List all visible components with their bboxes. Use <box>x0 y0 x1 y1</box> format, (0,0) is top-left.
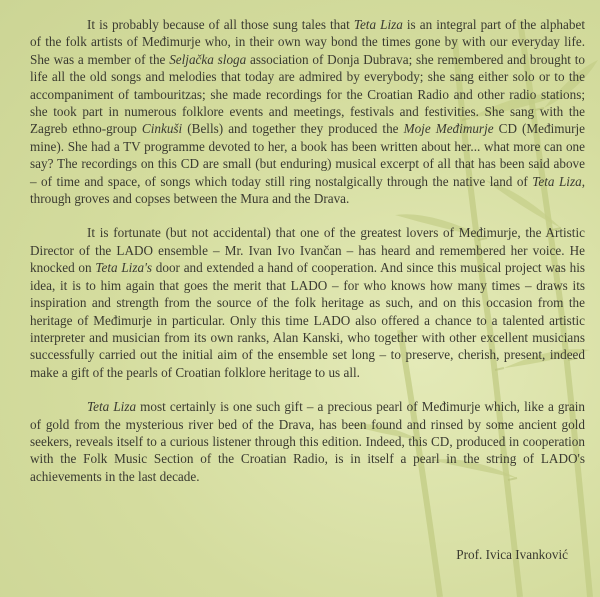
text-run: is an integral part of the alphabet of the folk artists of Međimurje who, in their own way bond the times gone by with our everyday life. She was a member of the <box>30 17 585 67</box>
text-run: association of Donja Dubrava; she remembered and brought to life all the old songs and melodies that today are admired by everybody; she sang either solo or to the accompaniment of tambouritzas; she made recordings for the Croatian Radio and other radio stations; she took part in numerous folklore events and meetings, festivals and festivities. She sang with the Zagreb ethno-group <box>30 51 586 137</box>
text-run: CD (Međimurje mine). She had a TV programme devoted to her, a book has been written about her... what more can one say? The recordings on this CD are small (but enduring) musical excerpt of all that has been said above – of time and space, of songs which today still ring nostalgically through the native land of <box>30 121 585 189</box>
italic-title: Teta Liza <box>87 399 137 415</box>
text-run: , through groves and copses between the Mura and the Drava. <box>30 173 585 207</box>
text-run: (Bells) and together they produced the <box>182 121 404 137</box>
author-signature: Prof. Ivica Ivanković <box>456 547 568 562</box>
text-run: It is probably because of all those sung tales that <box>87 17 354 32</box>
text-run: door and extended a hand of cooperation. And since this musical project was his idea, it is to him again that goes the merit that LADO – for who knows how many times – draws its inspiration and strength from the source of the folk heritage as such, and on this occasion from the heritage of Međimurje in particular. Only this time LADO also offered a chance to a talented artistic interpreter and musician from its own ranks, Alan Kanski, who together with other excellent musicians successfully carried out the initial aim of the ensemble set long – to preserve, cherish, present, indeed make a gift of the pearls of Croatian folklore heritage to us all. <box>30 260 585 380</box>
italic-title: Seljačka sloga <box>169 51 247 67</box>
italic-title: Cinkuši <box>141 121 183 137</box>
paragraph-2 <box>30 224 585 381</box>
text-run: It is fortunate (but not accidental) that one of the greatest lovers of Međimurje, the Artistic Director of the LADO ensemble – Mr. Ivan Ivo Ivančan – has heard and remembered her voice. He knocked on <box>30 225 585 276</box>
text-run: most certainly is one such gift – a precious pearl of Međimurje which, like a grain of gold from the mysterious river bed of the Drava, has been found and rinsed by some ancient gold seekers, reveals itself to a curious listener through this edition. Indeed, this CD, produced in cooperation with the Folk Music Section of the Croatian Radio, is in itself a pearl in the string of LADO's achievements in the last decade. <box>30 399 585 484</box>
italic-title: Teta Liza's <box>95 260 153 276</box>
italic-title: Teta Liza <box>353 17 403 32</box>
italic-title: Teta Liza <box>532 173 582 189</box>
paragraph-1 <box>30 16 585 207</box>
italic-title: Moje Međimurje <box>403 121 494 137</box>
paragraph-3 <box>30 398 585 485</box>
body-text <box>30 16 585 502</box>
